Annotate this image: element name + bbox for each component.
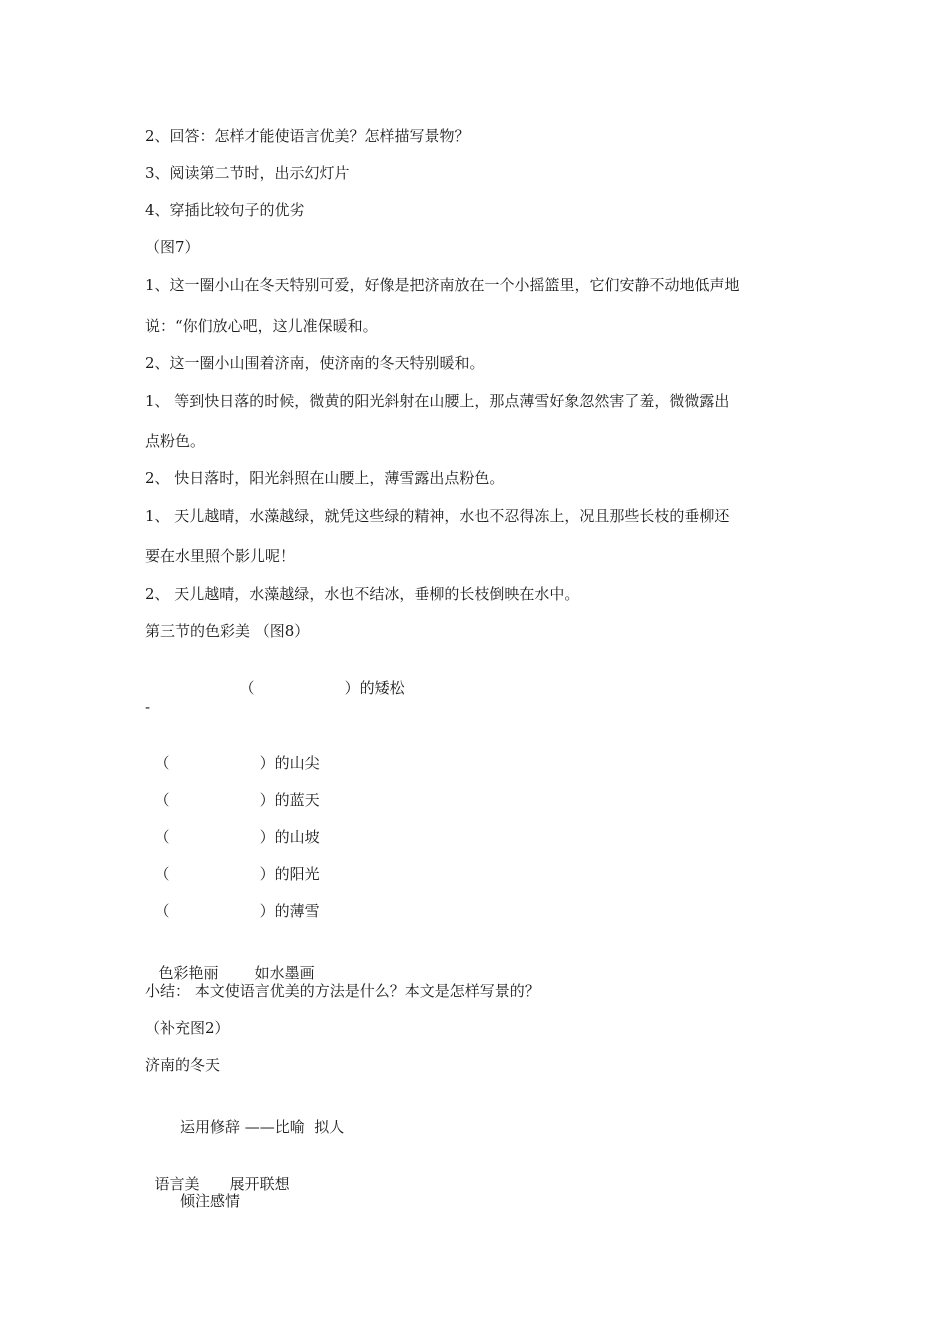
blank-label: 的山尖 xyxy=(274,754,320,772)
ink-painting-label: 如水墨画 xyxy=(254,964,315,982)
document-title: 济南的冬天 xyxy=(145,1056,221,1074)
figure-reference: （图7） xyxy=(145,238,200,256)
blank-open-paren: （ xyxy=(154,754,170,772)
blank-open-paren: （ xyxy=(154,791,170,809)
fill-blank-item xyxy=(230,658,405,698)
emotion-line: 倾注感情 xyxy=(180,1192,241,1210)
language-beauty-line xyxy=(145,1154,290,1194)
figure-reference: （补充图2） xyxy=(145,1019,230,1037)
summary-line: 小结： 本文使语言优美的方法是什么？本文是怎样写景的？ xyxy=(145,982,540,1000)
blank-open-paren: （ xyxy=(154,865,170,883)
colorful-label: 色彩艳丽 xyxy=(158,964,219,982)
blank-label: 的矮松 xyxy=(359,679,405,697)
blank-label: 的薄雪 xyxy=(274,902,320,920)
text-line: 3、阅读第二节时，出示幻灯片 xyxy=(145,164,350,182)
blank-close-paren: ） xyxy=(259,754,275,772)
blank-label: 的阳光 xyxy=(274,865,320,883)
blank-open-paren: （ xyxy=(239,679,255,697)
color-summary xyxy=(145,943,315,983)
section-heading: 第三节的色彩美 （图8） xyxy=(145,622,310,640)
text-line: 1、 等到快日落的时候，微黄的阳光斜射在山腰上，那点薄雪好象忽然害了羞，微微露出 xyxy=(145,392,730,410)
blank-close-paren: ） xyxy=(259,865,275,883)
blank-label: 的蓝天 xyxy=(274,791,320,809)
blank-label: 的山坡 xyxy=(274,828,320,846)
text-line: 2、 快日落时，阳光斜照在山腰上，薄雪露出点粉色。 xyxy=(145,469,505,487)
text-line: 点粉色。 xyxy=(145,432,206,450)
text-line: 2、这一圈小山围着济南，使济南的冬天特别暖和。 xyxy=(145,354,485,372)
fill-blank-item xyxy=(145,844,320,884)
fill-blank-item xyxy=(145,770,320,810)
rhetoric-line: 运用修辞 ——比喻 拟人 xyxy=(180,1118,345,1136)
fill-blank-item xyxy=(145,733,320,773)
blank-close-paren: ） xyxy=(259,791,275,809)
blank-open-paren: （ xyxy=(154,828,170,846)
language-beauty-label: 语言美 xyxy=(154,1175,200,1193)
blank-close-paren: ） xyxy=(259,828,275,846)
text-line: 要在水里照个影儿呢！ xyxy=(145,547,296,565)
fill-blank-item xyxy=(145,881,320,921)
text-line: 2、 天儿越晴，水藻越绿，水也不结冰，垂柳的长枝倒映在水中。 xyxy=(145,585,580,603)
blank-close-paren: ） xyxy=(344,679,360,697)
blank-close-paren: ） xyxy=(259,902,275,920)
dash-mark: - xyxy=(145,698,151,716)
text-line: 1、 天儿越晴，水藻越绿，就凭这些绿的精神，水也不忍得冻上，况且那些长枝的垂柳还 xyxy=(145,507,730,525)
text-line: 2、回答：怎样才能使语言优美？怎样描写景物？ xyxy=(145,127,470,145)
blank-open-paren: （ xyxy=(154,902,170,920)
text-line: 说：“你们放心吧，这儿准保暖和。 xyxy=(145,317,378,335)
text-line: 4、穿插比较句子的优劣 xyxy=(145,201,305,219)
association-label: 展开联想 xyxy=(229,1175,290,1193)
fill-blank-item xyxy=(145,807,320,847)
text-line: 1、这一圈小山在冬天特别可爱，好像是把济南放在一个小摇篮里，它们安静不动地低声地 xyxy=(145,276,740,294)
